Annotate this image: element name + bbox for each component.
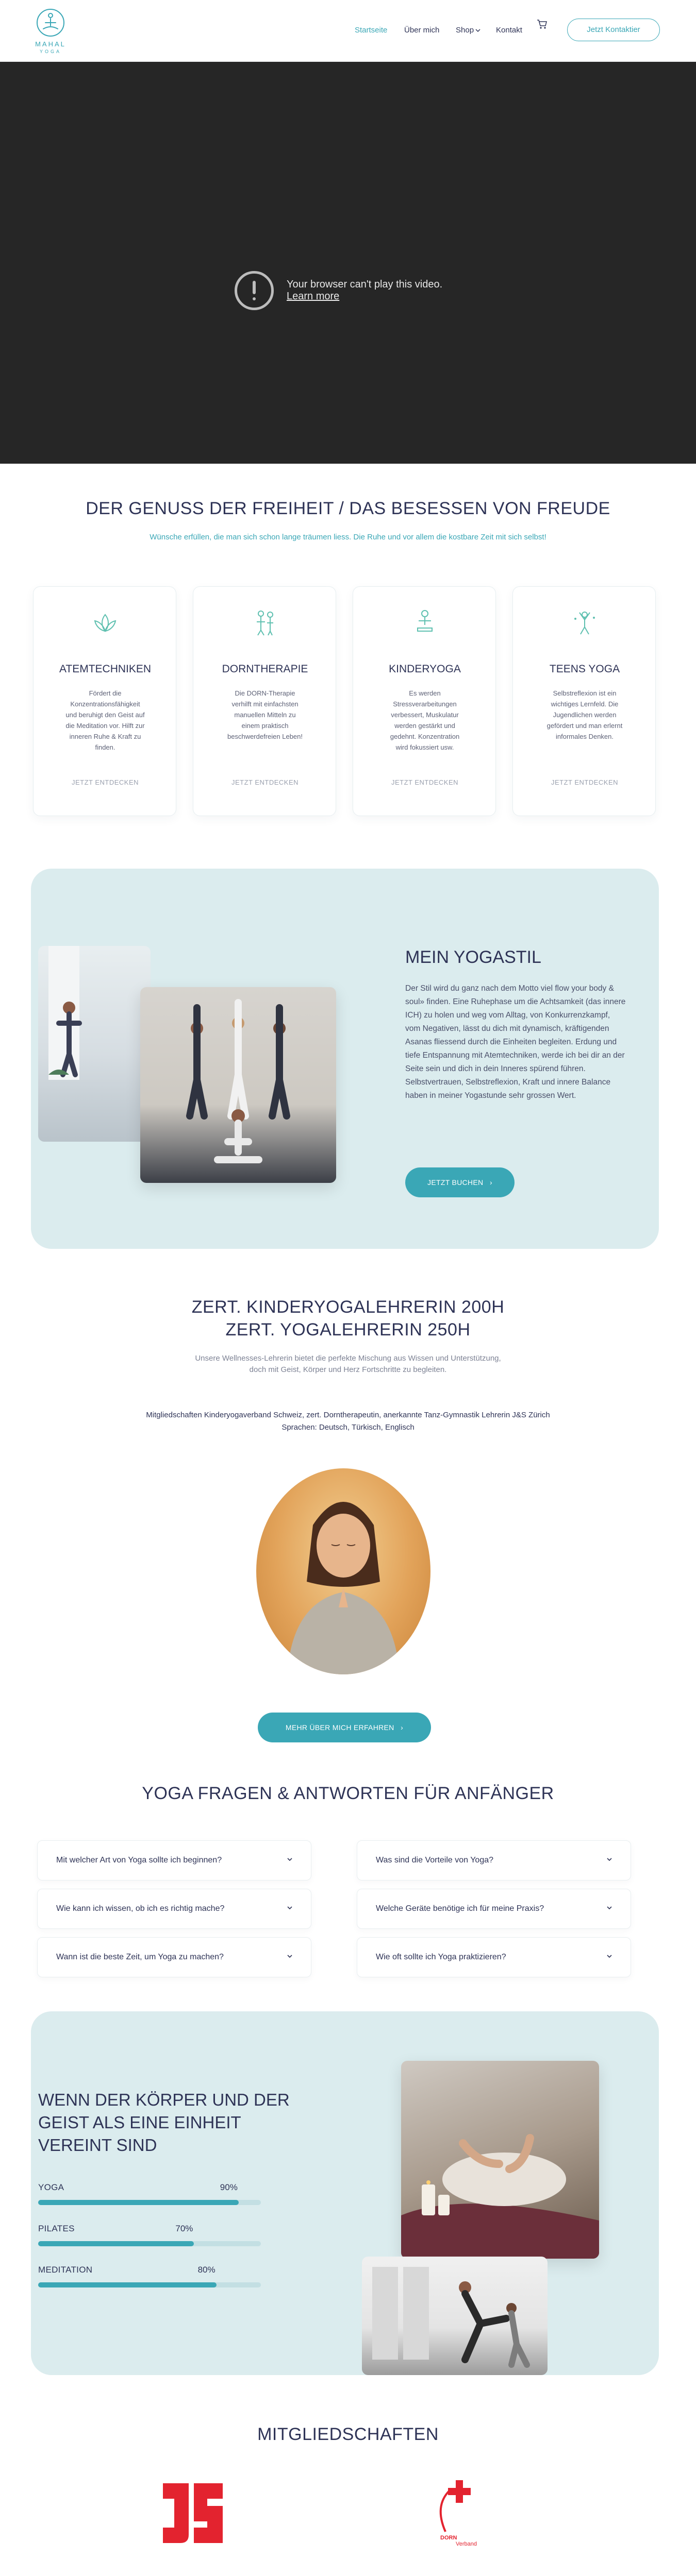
- faq-title: YOGA FRAGEN & ANTWORTEN FÜR ANFÄNGER: [142, 1784, 554, 1803]
- skills-title-line-1: WENN DER KÖRPER UND DER: [38, 2090, 290, 2109]
- card-title: KINDERYOGA: [389, 663, 461, 675]
- faq-question: Wie oft sollte ich Yoga praktizieren?: [376, 1953, 506, 1961]
- hero-video[interactable]: [0, 62, 696, 464]
- card-link-discover[interactable]: JETZT ENTDECKEN: [71, 778, 139, 786]
- intro-title: DER GENUSS DER FREIHEIT / DAS BESESSEN VON FREUDE: [86, 499, 610, 518]
- skill-percent: 70%: [175, 2224, 193, 2233]
- card-title: DORNTHERAPIE: [222, 663, 308, 675]
- service-card-dorntherapie: [193, 586, 336, 816]
- logo-text[interactable]: MAHAL: [35, 40, 66, 48]
- chevron-down-icon: [475, 28, 480, 32]
- lotus-icon: [90, 607, 121, 638]
- service-card-teens-yoga: [512, 586, 656, 816]
- stretching-image: [362, 2257, 548, 2375]
- site-header: [0, 0, 696, 62]
- faq-question: Welche Geräte benötige ich für meine Praxis?: [376, 1904, 544, 1913]
- card-title: TEENS YOGA: [549, 663, 620, 675]
- card-text: Es werden Stressverarbeitungen verbessert, Muskulatur werden gestärkt und gedehnt. Konzentration wird fokussiert usw.: [390, 689, 460, 751]
- teacher-title-1: ZERT. KINDERYOGALEHRERIN 200H: [191, 1297, 505, 1317]
- book-now-label: JETZT BUCHEN: [427, 1178, 484, 1187]
- more-about-me-button[interactable]: [258, 1713, 431, 1742]
- skill-percent: 90%: [220, 2182, 238, 2192]
- faq-item[interactable]: [37, 1840, 311, 1880]
- faq-question: Wann ist die beste Zeit, um Yoga zu machen?: [56, 1953, 224, 1961]
- chevron-down-icon: [605, 1903, 614, 1912]
- teacher-title-2: ZERT. YOGALEHRERIN 250H: [225, 1320, 471, 1340]
- chevron-down-icon: [605, 1952, 614, 1961]
- meditation-photo: [401, 2061, 599, 2259]
- intro-subtitle: Wünsche erfüllen, die man sich schon lange träumen liess. Die Ruhe und vor allem die kostbare Zeit mit sich selbst!: [150, 533, 546, 541]
- card-title: ATEMTECHNIKEN: [59, 663, 152, 675]
- yoga-group-photo: [140, 987, 336, 1183]
- teacher-sub: Unsere Wellnesses-Lehrerin bietet die perfekte Mischung aus Wissen und Unterstützung, doch mit Geist, Körper und Herz Fortschritte zu begleiten.: [195, 1354, 501, 1374]
- logo-sub: YOGA: [39, 49, 61, 54]
- chevron-down-icon: [605, 1855, 614, 1864]
- faq-question: Wie kann ich wissen, ob ich es richtig mache?: [56, 1904, 225, 1913]
- faq-item[interactable]: [357, 1937, 631, 1977]
- logo-lotus-icon[interactable]: [32, 7, 69, 38]
- nav-kontakt[interactable]: Kontakt: [496, 26, 522, 35]
- js-logo[interactable]: [158, 2478, 228, 2548]
- contact-button[interactable]: Jetzt Kontaktier: [567, 19, 660, 41]
- alert-icon: [235, 271, 274, 310]
- faq-item[interactable]: [357, 1840, 631, 1880]
- dorn-logo-text: DORN: [440, 2535, 457, 2541]
- stretching-photo: [362, 2257, 548, 2375]
- teens-yoga-icon: [569, 607, 600, 638]
- dorn-logo-sub: Verband: [456, 2541, 477, 2547]
- teacher-members: Mitgliedschaften Kinderyogaverband Schweiz, zert. Dorntherapeutin, anerkannte Tanz-Gymnastik Lehrerin J&S Zürich: [146, 1411, 550, 1419]
- cart-icon[interactable]: [536, 19, 548, 30]
- skills-title-line-2: GEIST ALS EINE EINHEIT: [38, 2113, 241, 2132]
- teacher-languages: Sprachen: Deutsch, Türkisch, Englisch: [281, 1423, 415, 1432]
- faq-item[interactable]: [37, 1889, 311, 1929]
- nav-shop[interactable]: Shop: [456, 26, 474, 35]
- skill-label: PILATES: [38, 2224, 75, 2233]
- meditation-portrait-image: [256, 1468, 430, 1674]
- card-link-discover[interactable]: JETZT ENTDECKEN: [231, 778, 299, 786]
- card-text: Fördert die Konzentrationsfähigkeit und beruhigt den Geist auf die Meditation vor. Hilft zur inneren Ruhe & Kraft zu finden.: [65, 689, 145, 751]
- video-message: Your browser can't play this video.: [287, 279, 443, 290]
- nav-startseite[interactable]: Startseite: [355, 26, 388, 35]
- service-card-atemtechniken: [33, 586, 176, 816]
- kids-yoga-icon: [409, 607, 440, 638]
- memberships-title: MITGLIEDSCHAFTEN: [257, 2425, 439, 2444]
- yoga-figures-image: [38, 946, 151, 1142]
- faq-question: Was sind die Vorteile von Yoga?: [376, 1856, 494, 1865]
- chevron-down-icon: [285, 1855, 294, 1864]
- chevron-right-icon: ›: [396, 1723, 404, 1732]
- skill-fill: [38, 2282, 217, 2287]
- therapy-icon: [250, 607, 280, 638]
- dorn-verband-logo[interactable]: [413, 2475, 486, 2552]
- faq-item[interactable]: [357, 1889, 631, 1929]
- skill-fill: [38, 2241, 194, 2246]
- skill-label: MEDITATION: [38, 2265, 93, 2275]
- card-link-discover[interactable]: JETZT ENTDECKEN: [551, 778, 619, 786]
- yogastil-text: Der Stil wird du ganz nach dem Motto viel flow your body & soul» finden. Eine Ruhephase um die Achtsamkeit (das innere ICH) zu holen und weg vom Alltag, von Konkurrenzkampf, vom Negativen, lässt du dich mit dynamisch, kräftigenden Asanas fliessend durch die Einheiten begleiten. Erdung und tiefe Entspannung mit Atemtechniken, werde ich bei dir an der Seite sein und dich in dein Inneres spürend führen. Selbstvertrauen, Selbstreflexion, Kraft und innere Balance haben in meiner Yogastunde sehr grossen Wert.: [405, 984, 626, 1100]
- meditation-hands-image: [401, 2061, 599, 2259]
- skills-title-line-3: VEREINT SIND: [38, 2136, 157, 2155]
- yoga-group-image: [140, 987, 336, 1183]
- nav-ueber-mich[interactable]: Über mich: [404, 26, 440, 35]
- skill-label: YOGA: [38, 2182, 64, 2192]
- teacher-portrait: [256, 1468, 430, 1674]
- book-now-button[interactable]: [405, 1167, 515, 1197]
- card-link-discover[interactable]: JETZT ENTDECKEN: [391, 778, 459, 786]
- more-about-me-label: MEHR ÜBER MICH ERFAHREN: [285, 1723, 394, 1732]
- skills-title: [38, 2089, 290, 2157]
- chevron-right-icon: ›: [485, 1178, 492, 1187]
- yogastil-title: MEIN YOGASTIL: [405, 947, 541, 967]
- faq-item[interactable]: [37, 1937, 311, 1977]
- yoga-studio-photo: [38, 946, 151, 1142]
- chevron-down-icon: [285, 1903, 294, 1912]
- card-text: Selbstreflexion ist ein wichtiges Lernfeld. Die Jugendlichen werden gefördert und man erlernt informales Denken.: [546, 689, 623, 740]
- service-card-kinderyoga: [353, 586, 496, 816]
- video-learn-more-link[interactable]: Learn more: [287, 291, 340, 302]
- skill-percent: 80%: [197, 2265, 216, 2275]
- faq-question: Mit welcher Art von Yoga sollte ich beginnen?: [56, 1856, 222, 1865]
- skill-fill: [38, 2200, 239, 2205]
- card-text: Die DORN-Therapie verhilft mit einfachsten manuellen Mitteln zu einem praktisch beschwerdefreien Leben!: [227, 689, 303, 740]
- chevron-down-icon: [285, 1952, 294, 1961]
